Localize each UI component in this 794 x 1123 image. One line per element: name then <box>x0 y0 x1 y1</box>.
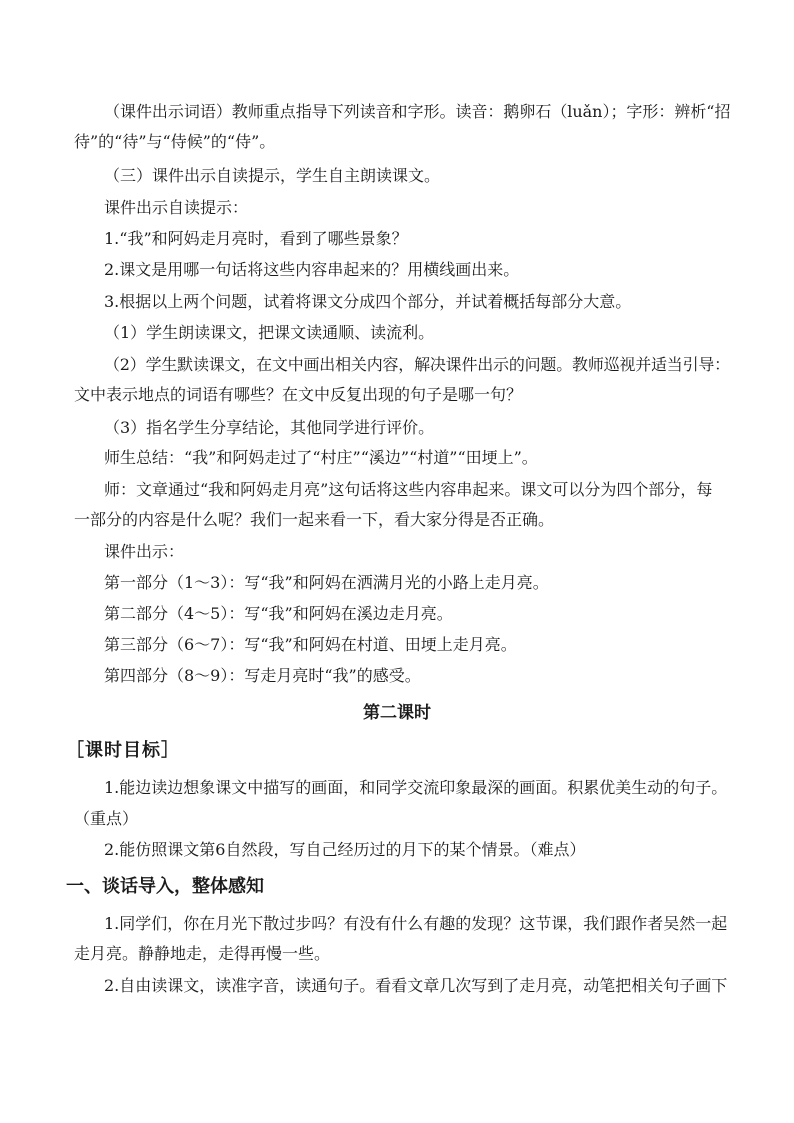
list-item: （2）学生默读课文，在文中画出相关内容，解决课件出示的问题。教师巡视并适当引导： <box>104 355 730 374</box>
text-line: （重点） <box>74 809 139 828</box>
list-item: （3）指名学生分享结论，其他同学进行评价。 <box>104 418 435 437</box>
text-line: 一部分的内容是什么呢？我们一起来看一下，看大家分得是否正确。 <box>74 510 555 529</box>
text-line: （三）课件出示自读提示，学生自主朗读课文。 <box>104 166 441 185</box>
text-line: 课件出示： <box>104 542 185 561</box>
text-line: 文中表示地点的词语有哪些？在文中反复出现的句子是哪一句？ <box>74 385 523 404</box>
list-item: 3.根据以上两个问题，试着将课文分成四个部分，并试着概括每部分大意。 <box>104 292 632 311</box>
list-item: （1）学生朗读课文，把课文读通顺、读流利。 <box>104 323 435 342</box>
list-item: 第三部分（6～7）：写“我”和阿妈在村道、田埂上走月亮。 <box>104 635 517 654</box>
text-line: 师：文章通过“我和阿妈走月亮”这句话将这些内容串起来。课文可以分为四个部分，每 <box>104 480 713 499</box>
list-item: 1.同学们，你在月光下散过步吗？有没有什么有趣的发现？这节课，我们跟作者吴然一起 <box>104 914 728 933</box>
text-line: 待”的“待”与“侍候”的“侍”。 <box>74 132 276 151</box>
list-item: 2.能仿照课文第6自然段，写自己经历过的月下的某个情景。（难点） <box>104 840 586 859</box>
text-line: 课件出示自读提示： <box>104 198 249 217</box>
section-heading: 一、谈话导入，整体感知 <box>66 876 264 897</box>
list-item: 第二部分（4～5）：写“我”和阿妈在溪边走月亮。 <box>104 604 453 623</box>
text-line: （课件出示词语）教师重点指导下列读音和字形。读音：鹅卵石（luǎn）；字形：辨析“招 <box>104 102 731 121</box>
text-line: 走月亮。静静地走，走得再慢一些。 <box>74 944 331 963</box>
list-item: 2.自由读课文，读准字音，读通句子。看看文章几次写到了走月亮，动笔把相关句子画下 <box>104 976 728 995</box>
section-title: 第二课时 <box>363 703 431 723</box>
section-heading: ［课时目标］ <box>66 740 180 761</box>
list-item: 第四部分（8～9）：写走月亮时“我”的感受。 <box>104 666 421 685</box>
text-line: 师生总结：“我”和阿妈走过了“村庄”“溪边”“村道”“田埂上”。 <box>104 448 538 467</box>
list-item: 1.“我”和阿妈走月亮时，看到了哪些景象？ <box>104 229 408 248</box>
list-item: 2.课文是用哪一句话将这些内容串起来的？用横线画出来。 <box>104 260 520 279</box>
list-item: 1.能边读边想象课文中描写的画面，和同学交流印象最深的画面。积累优美生动的句子。 <box>104 778 728 797</box>
list-item: 第一部分（1～3）：写“我”和阿妈在洒满月光的小路上走月亮。 <box>104 573 549 592</box>
